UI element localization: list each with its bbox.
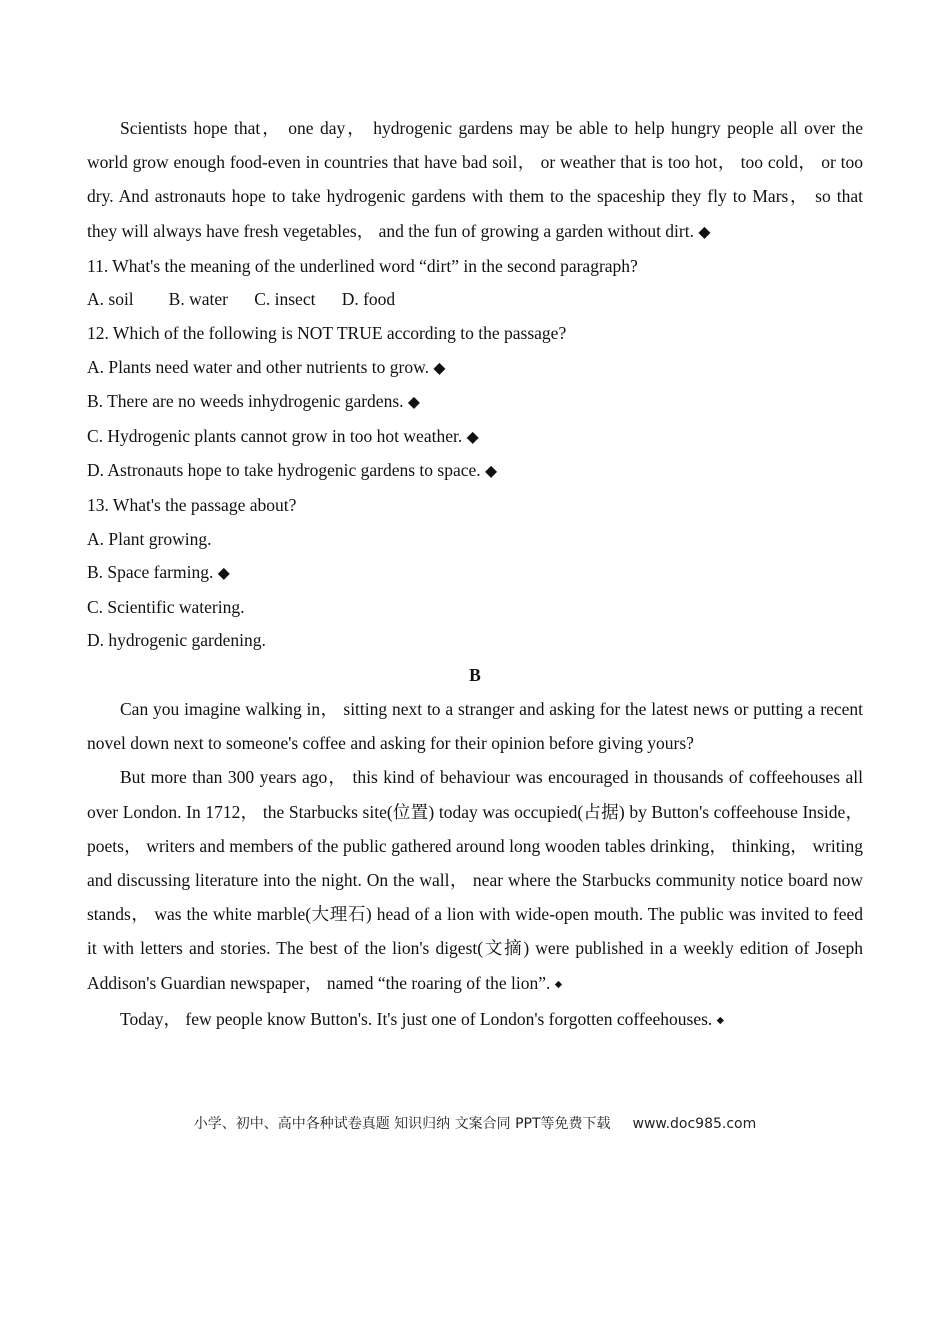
question-12-option-b: B. There are no weeds inhydrogenic gardens. ◆	[87, 391, 421, 412]
diamond-icon: ◆	[485, 463, 498, 481]
passage-a-last-paragraph: Scientists hope that， one day， hydrogenic gardens may be able to help hungry people all over the world grow enough food-even in countries that have bad soil， or weather that is too hot， too cold， or too dry. And astronauts hope to take hydrogenic gardens with them to the spaceship they fly to Mars， so that they will always have fresh vegetables， and the fun of growing a garden without dirt. ◆	[87, 118, 863, 241]
footer-text: 小学、初中、高中各种试卷真题 知识归纳 文案合同 PPT等免费下载	[193, 1116, 611, 1132]
question-12: 12. Which of the following is NOT TRUE according to the passage?	[87, 323, 567, 343]
section-b-paragraph-3: Today， few people know Button's. It's just one of London's forgotten coffeehouses. ◆	[120, 1008, 725, 1029]
diamond-icon: ◆	[716, 1014, 725, 1026]
question-13: 13. What's the passage about?	[87, 494, 297, 515]
question-12-option-c: C. Hydrogenic plants cannot grow in too hot weather. ◆	[87, 425, 479, 446]
diamond-icon: ◆	[433, 359, 446, 377]
diamond-icon: ◆	[466, 428, 479, 446]
diamond-icon: ◆	[554, 978, 563, 990]
question-13-option-d: D. hydrogenic gardening.	[87, 630, 266, 651]
section-b-heading: B	[469, 664, 481, 685]
diamond-icon: ◆	[698, 223, 711, 241]
question-12-option-a: A. Plants need water and other nutrients to grow. ◆	[87, 356, 446, 377]
section-b-paragraph-1: Can you imagine walking in， sitting next to a stranger and asking for the latest news or putting a recent novel down next to someone's coffee and asking for their opinion before giving yours?	[87, 698, 863, 754]
document-page	[87, 111, 863, 1038]
question-11: 11. What's the meaning of the underlined word “dirt” in the second paragraph?	[87, 255, 638, 276]
page-footer	[0, 1113, 950, 1133]
diamond-icon: ◆	[217, 565, 230, 583]
question-13-option-a: A. Plant growing.	[87, 528, 212, 549]
question-13-option-c: C. Scientific watering.	[87, 596, 245, 617]
footer-url[interactable]: www.doc985.com	[632, 1116, 757, 1132]
question-13-option-b: B. Space farming. ◆	[87, 562, 230, 583]
question-12-option-d: D. Astronauts hope to take hydrogenic gardens to space. ◆	[87, 460, 498, 481]
diamond-icon: ◆	[407, 394, 421, 412]
section-b-paragraph-2: But more than 300 years ago， this kind of behaviour was encouraged in thousands of coffeehouses all over London. In 1712， the Starbucks site(位置) today was occupied(占据) by Button's coffeehouse Inside， poets， writers and members of the public gathered around long wooden tables drinking， thinking， writing and discussing literature into the night. On the wall， near where the Starbucks community notice board now stands， was the white marble(大理石) head of a lion with wide-open mouth. The public was invited to feed it with letters and stories. The best of the lion's digest(文摘) were published in a weekly edition of Joseph Addison's Guardian newspaper， named “the roaring of the lion”. ◆	[87, 767, 863, 993]
question-11-options: A. soil B. water C. insect D. food	[87, 289, 396, 310]
